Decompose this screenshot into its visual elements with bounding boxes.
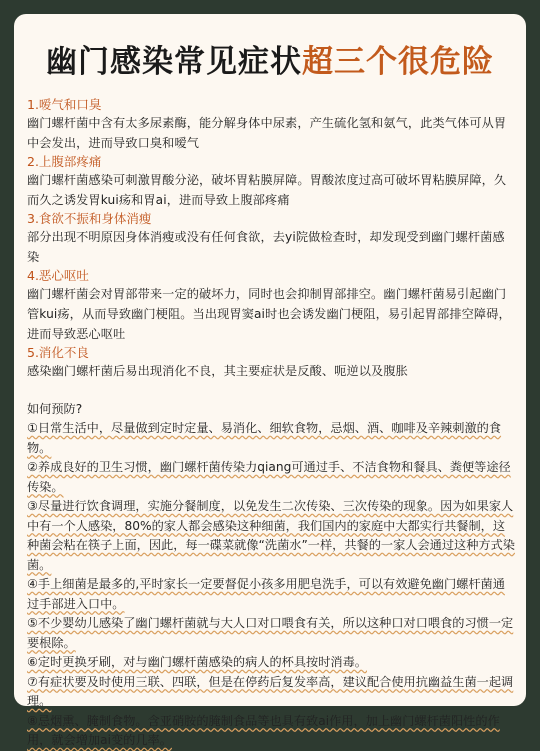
symptom-text: 幽门螺杆菌会对胃部带来一定的破坏力，同时也会抑制胃部排空。幽门螺杆菌易引起幽门管kui疡，从而导致幽门梗阻。当出现胃窦ai时也会诱发幽门梗阻，易引起胃部排空障碍，进而导致恶心呕吐 [27,287,511,341]
prevention-item: ②养成良好的卫生习惯，幽门螺杆菌传染力qiang可通过手、不洁食物和餐具、粪便等途径传染。 [27,460,511,494]
article-card [14,14,526,747]
prevention-item: ③尽量进行饮食调理，实施分餐制度，以免发生二次传染、三次传染的现象。因为如果家人中有一个人感染，80%的家人都会感染这种细菌，我们国内的家庭中大都实行共餐制，这种菌会粘在筷子上面，因此，每一碟菜就像“洗菌水”一样，共餐的一家人会通过这种方式染菌。 [27,499,515,572]
article-body [27,96,516,751]
prevention-title: 如何预防? [27,402,83,416]
symptom-heading: 3.食欲不振和身体消瘦 [27,211,152,226]
symptom-heading: 1.嗳气和口臭 [27,97,102,112]
prevention-item: ④手上细菌是最多的,平时家长一定要督促小孩多用肥皂洗手，可以有效避免幽门螺杆菌通过手部进入口中。 [27,577,505,611]
title-main: 幽门感染常见症状 [46,44,302,80]
symptom-text: 部分出现不明原因身体消瘦或没有任何食欲，去yi院做检查时，却发现受到幽门螺杆菌感染 [27,230,505,264]
prevention-item: ⑤不少婴幼儿感染了幽门螺杆菌就与大人口对口喂食有关，所以这种口对口喂食的习惯一定要根除。 [27,616,514,650]
prevention-item: ⑧忌烟熏、腌制食物。含亚硝胺的腌制食品等也具有致ai作用，加上幽门螺杆菌阳性的作用，就会增加ai变的几率。 [27,713,500,747]
prevention-item: ⑦有症状要及时使用三联、四联，但是在停药后复发率高，建议配合使用抗幽益生菌一起调理。 [27,674,514,708]
prevention-item: ⑥定时更换牙刷，对与幽门螺杆菌感染的病人的杯具按时消毒。 [27,655,367,669]
title-accent: 超三个很危险 [302,44,494,80]
page-title [14,14,526,81]
symptom-heading: 5.消化不良 [27,345,89,360]
section-spacer [27,381,516,398]
prevention-item: ①日常生活中，尽量做到定时定量、易消化、细软食物，忌烟、酒、咖啡及辛辣刺激的食物。 [27,421,502,455]
symptom-text: 幽门螺杆菌感染可刺激胃酸分泌，破坏胃粘膜屏障。胃酸浓度过高可破坏胃粘膜屏障，久而久之诱发胃kui疡和胃ai，进而导致上腹部疼痛 [27,173,507,207]
symptom-text: 幽门螺杆菌中含有太多尿素酶，能分解身体中尿素，产生硫化氢和氨气，此类气体可从胃中会发出，进而导致口臭和嗳气 [27,116,507,150]
symptom-heading: 2.上腹部疼痛 [27,154,102,169]
symptom-text: 感染幽门螺杆菌后易出现消化不良，其主要症状是反酸、呃逆以及腹胀 [27,364,408,378]
symptom-heading: 4.恶心呕吐 [27,268,89,283]
